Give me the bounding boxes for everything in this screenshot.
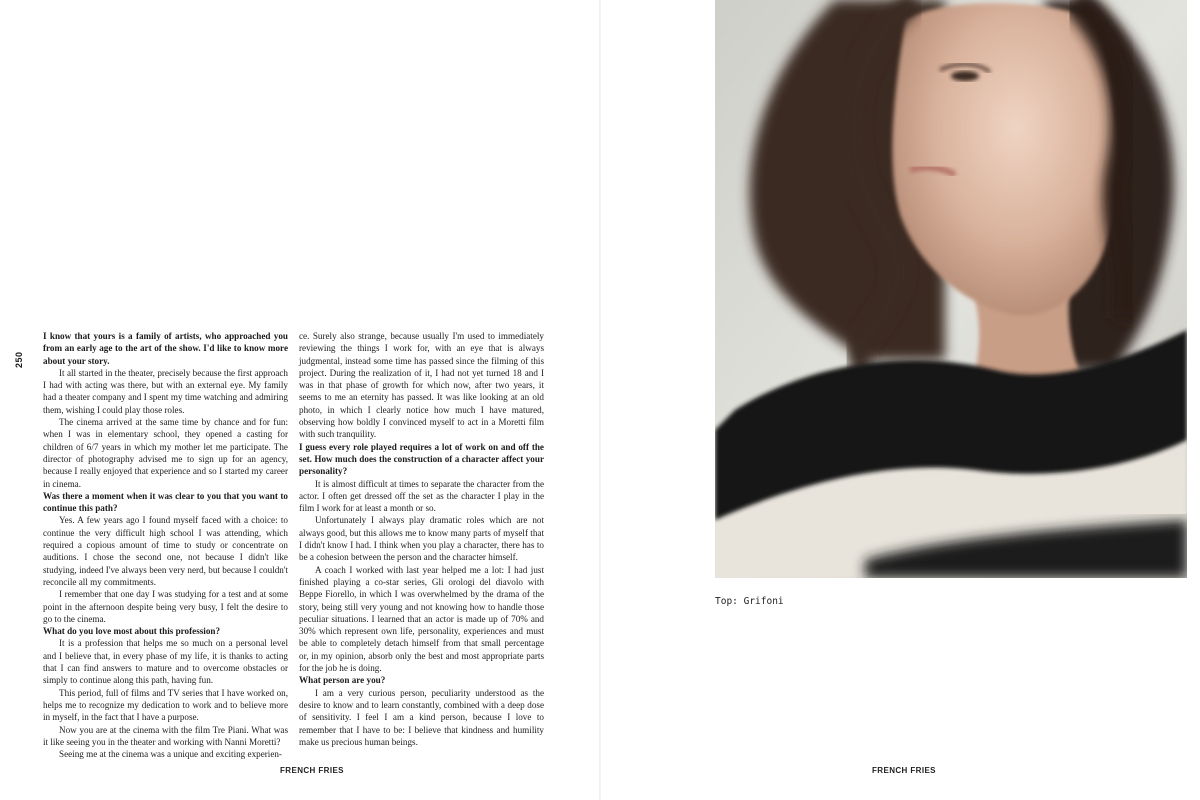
interview-answer-paragraph: It is a profession that helps me so much on a personal level and I believe that, in every phase of my life, it is thanks to acting that I can find answers to mature and to overcome obstacles or simply to continue along this path, having fun. — [43, 638, 288, 686]
interview-question: I guess every role played requires a lot of work on and off the set. How much does the construction of a character affect your personality? — [299, 441, 544, 477]
magazine-footer-right: FRENCH FRIES — [872, 766, 936, 775]
interview-answer-paragraph: I remember that one day I was studying for a test and at some point in the afternoon despite being very busy, I felt the desire to go to the cinema. — [43, 589, 288, 624]
interview-answer-paragraph: Now you are at the cinema with the film Tre Piani. What was it like seeing you in the theater and working with Nanni Moretti? — [43, 724, 288, 747]
interview-answer-paragraph: ce. Surely also strange, because usually I'm used to immediately reviewing the things I work for, with an eye that is always judgmental, instead some time has passed since the filming of this project. During the realization of it, I had not yet turned 18 and I was in that phase of growth for which now, after two years, it seems to me an eternity has passed. It was like looking at an old photo, in which I clearly notice how much I have matured, observing how boldly I convinced myself to act in a Moretti film with such tranquility. — [299, 331, 544, 440]
interview-answer-paragraph: Unfortunately I always play dramatic roles which are not always good, but this allows me to know many parts of myself that I didn't know I had. I think when you play a character, there has to be a cohesion between the person and the character himself. — [299, 515, 544, 563]
interview-question: Was there a moment when it was clear to you that you want to continue this path? — [43, 490, 288, 514]
interview-answer-paragraph: A coach I worked with last year helped me a lot: I had just finished playing a co-star series, Gli orologi del diavolo with Beppe Fiorello, in which I was overwhelmed by the drama of the story, being still very young and not knowing how to handle those peculiar situations. I learned that an actor is made up of 70% and 30% which represent own life, personality, experiences and must be able to completely detach himself from that small percentage or, in my opinion, absorb only the best and most appropriate parts for the job he is doing. — [299, 564, 544, 674]
magazine-footer-left: FRENCH FRIES — [280, 766, 344, 775]
interview-answer-paragraph: The cinema arrived at the same time by chance and for fun: when I was in elementary school, they opened a casting for children of 6/7 years in which my mother let me participate. The director of photography advised me to sign up for an agency, because I really enjoyed that experience and so I started my career in cinema. — [43, 417, 288, 489]
interview-answer-paragraph: I am a very curious person, peculiarity understood as the desire to know and to learn constantly, combined with a deep dose of sensitivity. I feel I am a kind person, because I love to remember that I have to be: I believe that kindness and humility make us precious human beings. — [299, 687, 544, 747]
interview-answer-paragraph: Seeing me at the cinema was a unique and exciting experien- — [59, 749, 282, 760]
interview-question: I know that yours is a family of artists, who approached you from an early age to the art of the show. I'd like to know more about your story. — [43, 331, 288, 366]
article-column-1 — [43, 330, 288, 760]
article-column-2 — [299, 330, 544, 748]
interview-question: What do you love most about this profession? — [43, 626, 221, 637]
interview-answer-paragraph: It all started in the theater, precisely because the first approach I had with acting was there, but with an external eye. My family had a theater company and I spent my time watching and admiring them, wishing I could play those roles. — [43, 367, 288, 415]
interview-answer-paragraph: This period, full of films and TV series that I have worked on, helps me to recognize my dedication to work and to believe more in myself, in the fact that I have a purpose. — [43, 687, 288, 723]
left-page — [0, 0, 599, 800]
page-number: 250 — [14, 351, 24, 368]
photo-caption: Top: Grifoni — [715, 596, 784, 607]
portrait-photo — [715, 0, 1187, 578]
interview-answer-paragraph: It is almost difficult at times to separate the character from the actor. I often get dressed off the set as the character I play in the film I work for at least a month or so. — [299, 478, 544, 514]
interview-question: What person are you? — [299, 675, 386, 686]
interview-answer-paragraph: Yes. A few years ago I found myself faced with a choice: to continue the very difficult high school I was attending, which required a copious amount of time to study or concentrate on auditions. I chose the second one, not because I didn't like studying, indeed I've always been very nerd, but because I couldn't reconcile all my commitments. — [43, 515, 288, 587]
